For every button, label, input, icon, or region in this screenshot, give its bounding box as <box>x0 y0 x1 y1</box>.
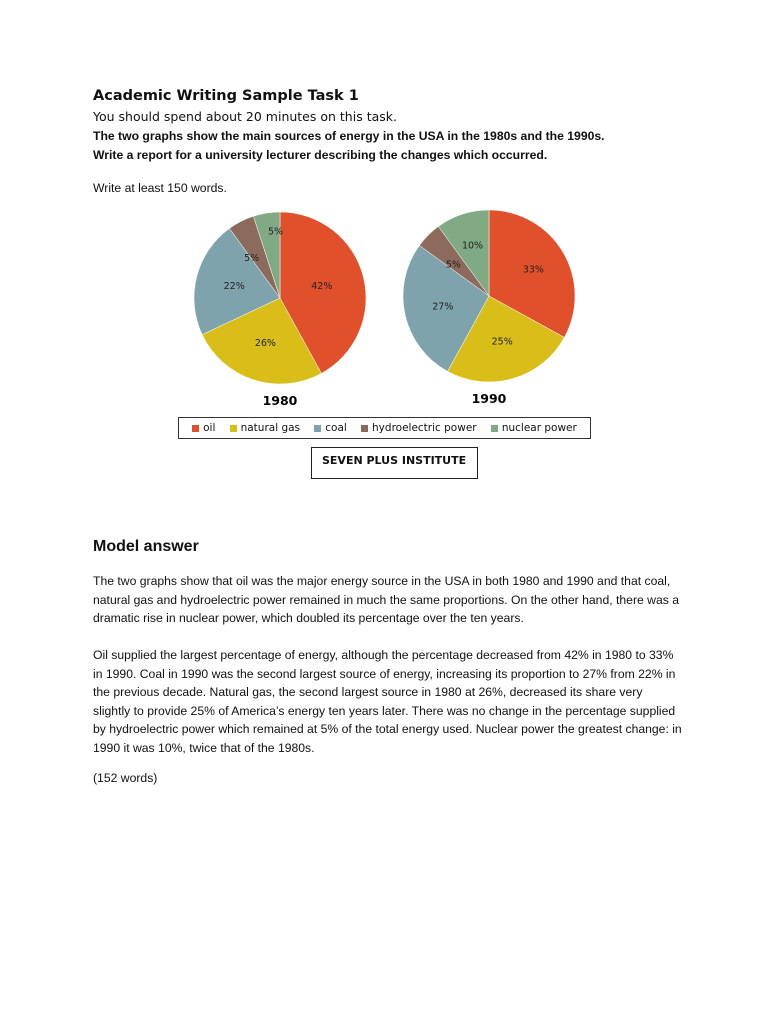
legend-swatch <box>361 425 368 432</box>
page-title: Academic Writing Sample Task 1 <box>93 88 359 104</box>
model-answer-title: Model answer <box>93 538 199 555</box>
pie-data-label: 26% <box>254 337 276 349</box>
legend-item-oil <box>192 422 215 434</box>
answer-paragraph-1: The two graphs show that oil was the major energy source in the USA in both 1980 and 1990 and that coal, natural gas and hydroelectric power remained in much the same proportions. On the other hand, there was a dramatic rise in nuclear power, which doubled its percentage over the ten years. <box>93 574 680 625</box>
legend-swatch <box>192 425 199 432</box>
legend-item-natural-gas <box>230 422 300 434</box>
pie-data-label: 22% <box>223 281 245 293</box>
pie-title: 1980 <box>262 393 298 408</box>
task-instruction: Write a report for a university lecturer describing the changes which occurred. <box>93 148 548 162</box>
legend-label: oil <box>203 422 216 434</box>
word-requirement: Write at least 150 words. <box>93 181 227 195</box>
task-description: The two graphs show the main sources of energy in the USA in the 1980s and the 1990s. <box>93 129 605 143</box>
chart-legend <box>178 417 591 439</box>
pie-data-label: 27% <box>432 301 454 313</box>
legend-label: natural gas <box>240 422 301 434</box>
pie-title: 1990 <box>471 391 507 406</box>
legend-label: nuclear power <box>501 422 577 434</box>
answer-paragraph-2: Oil supplied the largest percentage of energy, although the percentage decreased from 42% in 1980 to 33% in 1990. Coal in 1990 was the second largest source of energy, increasing its proportion to 27% from 22% in the previous decade. Natural gas, the second largest source in 1980 at 26%, decreased its share very slightly to provide 25% of America’s energy ten years later. There was no change in the percentage supplied by hydroelectric power which remained at 5% of the total energy used. Nuclear power the greatest change: in 1990 it was 10%, twice that of the 1980s. <box>93 648 682 755</box>
pie-data-label: 33% <box>522 264 544 276</box>
pie-data-label: 5% <box>244 253 260 265</box>
institute-label: SEVEN PLUS INSTITUTE <box>311 447 478 479</box>
legend-swatch <box>314 425 321 432</box>
legend-swatch <box>491 425 498 432</box>
pie-data-label: 25% <box>491 336 513 348</box>
pie-charts <box>0 0 768 420</box>
legend-label: hydroelectric power <box>372 422 477 434</box>
pie-data-label: 10% <box>461 240 484 252</box>
pie-data-label: 5% <box>267 226 284 238</box>
legend-label: coal <box>325 422 347 434</box>
legend-item-hydroelectric <box>361 422 477 434</box>
legend-swatch <box>230 425 237 432</box>
word-count: (152 words) <box>93 771 158 785</box>
pie-data-label: 5% <box>445 259 461 271</box>
legend-item-nuclear <box>491 422 577 434</box>
legend-item-coal <box>314 422 347 434</box>
pie-data-label: 42% <box>311 281 333 293</box>
time-note: You should spend about 20 minutes on this task. <box>93 109 397 124</box>
